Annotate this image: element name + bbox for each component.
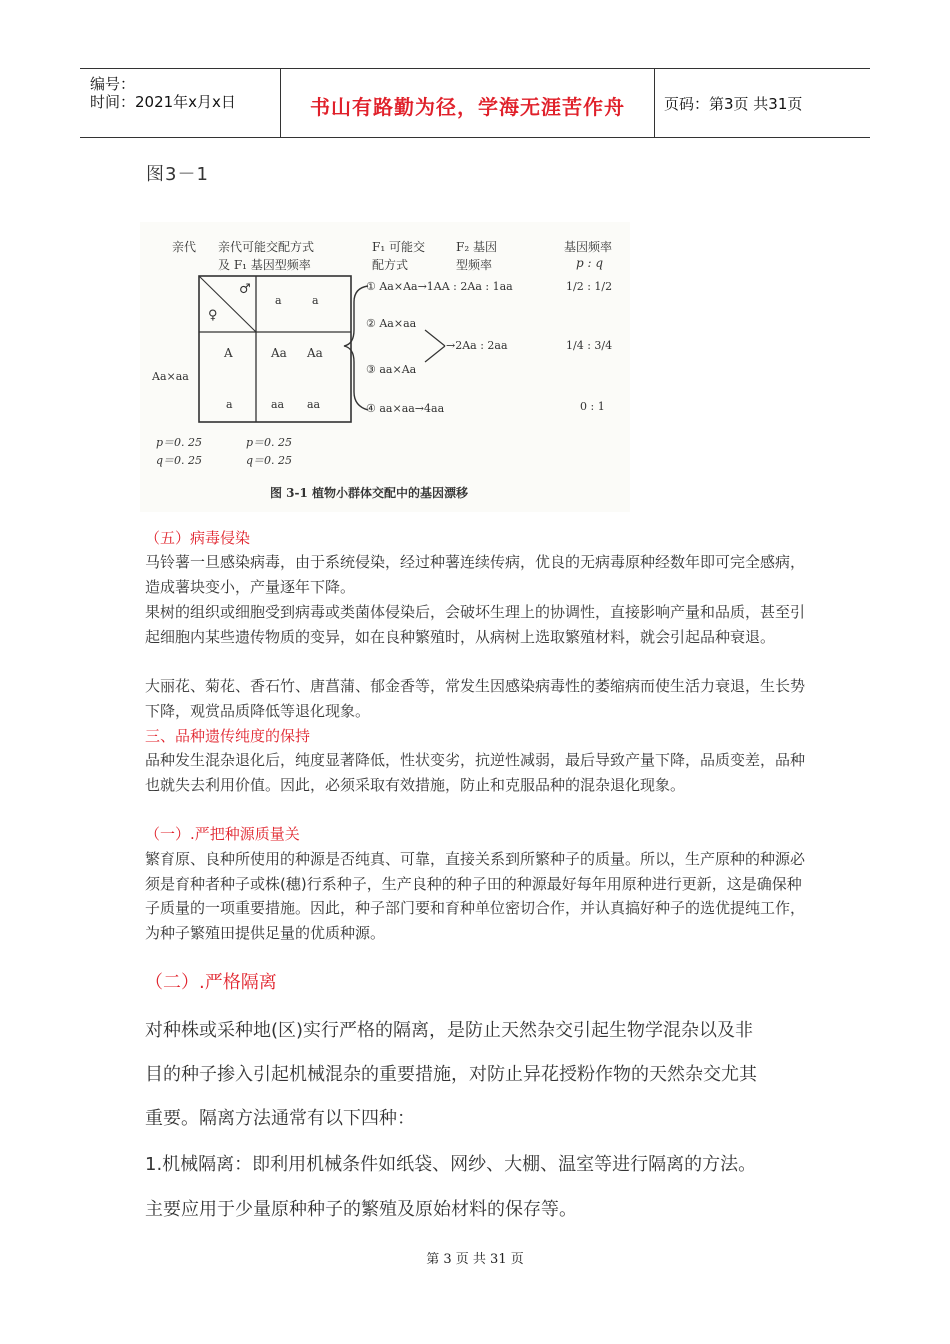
arrow-line-lower bbox=[425, 346, 445, 362]
header-motto-cell bbox=[280, 69, 655, 137]
page-footer: 第 3 页 共 31 页 bbox=[426, 1252, 524, 1267]
cell-1-2: Aa bbox=[307, 346, 323, 360]
figure-label: 图3－1 bbox=[146, 164, 209, 185]
isolation-line-1: 对种株或采种地(区)实行严格的隔离，是防止天然杂交引起生物学混杂以及非 bbox=[145, 1020, 754, 1041]
p-mid: p＝0. 25 bbox=[246, 436, 293, 449]
page-header bbox=[80, 68, 870, 138]
cross-4: ④ aa×aa→4aa bbox=[366, 402, 445, 415]
parent-cross: Aa×aa bbox=[152, 370, 189, 383]
result-cross-2-3: →2Aa : 2aa bbox=[446, 339, 508, 352]
cell-1-1: Aa bbox=[271, 346, 287, 360]
cross-1: ① Aa×Aa→1AA : 2Aa : 1aa bbox=[366, 280, 513, 293]
female-gamete-1: A bbox=[224, 346, 233, 360]
cell-2-1: aa bbox=[271, 398, 285, 411]
freq-1: 1/2 : 1/2 bbox=[566, 280, 613, 293]
male-gamete-1: a bbox=[275, 294, 282, 307]
page-number-label: 页码：第3页 共31页 bbox=[664, 95, 803, 113]
freq-4: 0 : 1 bbox=[580, 400, 605, 413]
q-left: q＝0. 25 bbox=[156, 454, 203, 467]
cross-2: ② Aa×aa bbox=[366, 317, 417, 330]
male-symbol: ♂ bbox=[239, 282, 251, 297]
section-virus-para-1: 马铃薯一旦感染病毒，由于系统侵染，经过种薯连续传病，优良的无病毒原种经数年即可完全感病，造成薯块变小，产量逐年下降。 bbox=[145, 553, 806, 596]
head-mating-2: 及 F₁ 基因型频率 bbox=[218, 258, 311, 272]
head-f2-2: 型频率 bbox=[456, 258, 493, 272]
section-virus-title: （五）病毒侵染 bbox=[145, 529, 251, 547]
head-f1-1: F₁ 可能交 bbox=[372, 240, 425, 254]
code-label: 编号： bbox=[90, 75, 136, 93]
cross-3: ③ aa×Aa bbox=[366, 363, 417, 376]
isolation-line-2: 目的种子掺入引起机械混杂的重要措施，对防止异花授粉作物的天然杂交尤其 bbox=[145, 1064, 757, 1085]
header-page-cell bbox=[654, 69, 870, 137]
head-freq-2: p : q bbox=[576, 256, 604, 270]
header-info-cell bbox=[80, 69, 280, 137]
time-label: 时间：2021年x月x日 bbox=[90, 93, 236, 111]
section-source-title: （一）.严把种源质量关 bbox=[145, 825, 300, 843]
section-virus-para-3: 大丽花、菊花、香石竹、唐菖蒲、郁金香等，常发生因感染病毒性的萎缩病而使生活力衰退，生长势下降，观赏品质降低等退化现象。 bbox=[145, 677, 806, 720]
section-purity-para-1: 品种发生混杂退化后，纯度显著降低，性状变劣，抗逆性减弱，最后导致产量下降，品质变差，品种也就失去利用价值。因此，必须采取有效措施，防止和克服品种的混杂退化现象。 bbox=[145, 751, 806, 794]
section-source-para-1: 繁育原、良种所使用的种源是否纯真、可靠，直接关系到所繁种子的质量。所以，生产原种的种源必须是育种者种子或株(穗)行系种子，生产良种的种子田的种源最好每年用原种进行更新，这是确保种子质量的一项重要措施。因此，种子部门要和育种单位密切合作，并认真搞好种子的选优提纯工作，为种子繁殖田提供足量的优质种源。 bbox=[145, 850, 806, 942]
section-purity-title: 三、品种遗传纯度的保持 bbox=[145, 727, 311, 745]
figure-caption: 图 3-1 植物小群体交配中的基因漂移 bbox=[270, 486, 469, 500]
head-parent: 亲代 bbox=[172, 240, 197, 254]
figure-gene-drift bbox=[140, 222, 630, 512]
female-gamete-2: a bbox=[226, 398, 233, 411]
isolation-line-4: 1.机械隔离：即利用机械条件如纸袋、网纱、大棚、温室等进行隔离的方法。 bbox=[145, 1154, 757, 1175]
section-virus-para-2: 果树的组织或细胞受到病毒或类菌体侵染后，会破坏生理上的协调性，直接影响产量和品质，甚至引起细胞内某些遗传物质的变异，如在良种繁殖时，从病树上选取繁殖材料，就会引起品种衰退。 bbox=[145, 603, 806, 646]
female-symbol: ♀ bbox=[208, 308, 218, 323]
p-left: p＝0. 25 bbox=[156, 436, 203, 449]
freq-2-3: 1/4 : 3/4 bbox=[566, 339, 613, 352]
q-mid: q＝0. 25 bbox=[246, 454, 293, 467]
section-isolation-title: （二）.严格隔离 bbox=[145, 972, 277, 993]
male-gamete-2: a bbox=[312, 294, 319, 307]
brace bbox=[344, 286, 368, 410]
isolation-line-5: 主要应用于少量原种种子的繁殖及原始材料的保存等。 bbox=[145, 1199, 577, 1220]
motto: 书山有路勤为径，学海无涯苦作舟 bbox=[310, 95, 625, 119]
isolation-line-3: 重要。隔离方法通常有以下四种： bbox=[145, 1108, 415, 1129]
arrow-line-upper bbox=[425, 330, 445, 346]
head-f2-1: F₂ 基因 bbox=[456, 240, 497, 254]
head-f1-2: 配方式 bbox=[372, 258, 409, 272]
cell-2-2: aa bbox=[307, 398, 321, 411]
head-freq-1: 基因频率 bbox=[564, 240, 613, 254]
head-mating-1: 亲代可能交配方式 bbox=[218, 240, 315, 254]
